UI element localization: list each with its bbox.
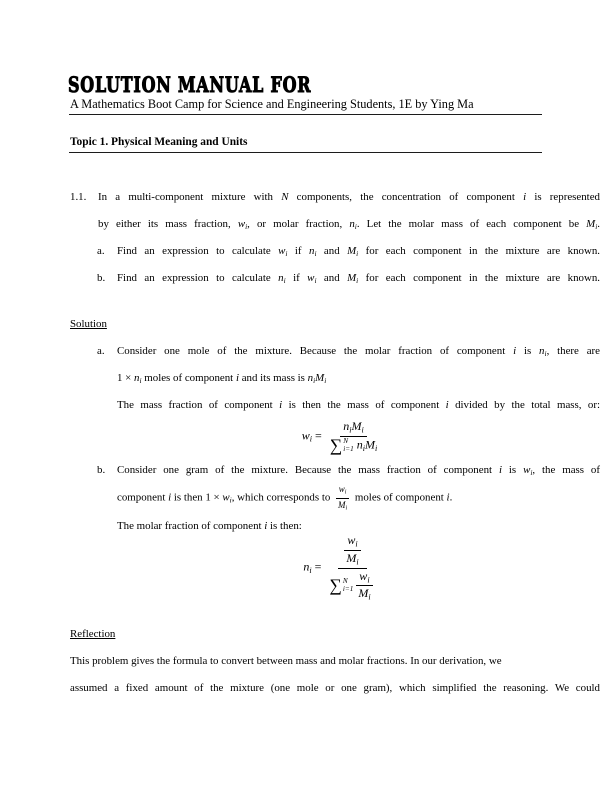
solution-part-a: [70, 338, 600, 419]
formula-mass-fraction: [70, 415, 600, 459]
reflection-section: [70, 621, 600, 648]
document-subtitle: A Mathematics Boot Camp for Science and Engineering Students, 1E by Ying Ma: [70, 97, 474, 111]
fraction: $\frac{wi}{Mi}$: [355, 570, 373, 602]
formula-molar-fraction-math: ni = $\frac{wi}{Mi}$ ∑ N i=1 $\frac{wi}{Mi}$: [303, 534, 380, 602]
solution-part-b: [70, 457, 600, 540]
solution-section: [70, 311, 600, 338]
topic-rule: [69, 152, 542, 153]
problem-item-b: [70, 265, 600, 292]
item-text-b: Find an expression to calculate ni if wi and Mi for each component in the mixture are known.: [117, 272, 601, 286]
reflection-line-2: assumed a fixed amount of the mixture (one mole or one gram), which simplified the reasoning. We could: [70, 682, 600, 694]
summation: ∑ N i=1: [329, 435, 354, 455]
fraction: [326, 534, 378, 602]
document-title: SOLUTION MANUAL FOR: [68, 72, 312, 97]
item-label-b: b.: [97, 272, 106, 284]
solution-b-line-2: component i is then 1 × wi, which corresponds to $\frac{wi}{Mi}$ moles of component i.: [117, 484, 453, 512]
reflection-heading: Reflection: [70, 628, 116, 640]
solution-b-line-3: The molar fraction of component i is then:: [117, 520, 302, 532]
problem-statement-line-2: by either its mass fraction, wi, or molar fraction, ni. Let the molar mass of each component be Mi.: [98, 218, 600, 232]
solution-a-line-1: [70, 338, 600, 365]
fraction: $\frac{wi}{Mi}$: [343, 534, 361, 566]
reflection-line-1: This problem gives the formula to convert between mass and molar fractions. In our derivation, we: [70, 655, 502, 667]
summation: ∑ N i=1: [329, 574, 354, 595]
formula-molar-fraction: [70, 533, 600, 602]
solution-b-line-1: [70, 457, 600, 484]
fraction: $\frac{wi}{Mi}$: [335, 484, 350, 512]
fraction: niMi ∑ N i=1 niMi: [329, 419, 378, 455]
formula-mass-fraction-math: wi = niMi ∑ N i=1 niMi: [302, 420, 383, 453]
problem-line-text: In a multi-component mixture with N components, the concentration of component i is represented: [98, 191, 600, 203]
reflection-text: [70, 648, 600, 702]
topic-heading: Topic 1. Physical Meaning and Units: [70, 136, 248, 148]
problem-statement: [70, 184, 600, 292]
solution-a-text-1: Consider one mole of the mixture. Because the molar fraction of component i is ni, there are: [117, 345, 601, 359]
subtitle-rule: [69, 114, 542, 115]
solution-a-label: a.: [97, 345, 105, 357]
solution-a-line-3: The mass fraction of component i is then the mass of component i divided by the total mass, or:: [117, 399, 600, 411]
solution-b-label: b.: [97, 464, 106, 476]
solution-a-line-2: 1 × ni moles of component i and its mass is niMi: [117, 372, 327, 386]
problem-statement-line-1: [70, 184, 600, 211]
solution-heading: Solution: [70, 318, 107, 330]
problem-number: 1.1.: [70, 191, 87, 203]
item-label-a: a.: [97, 245, 105, 257]
solution-b-text-1: Consider one gram of the mixture. Because the mass fraction of component i is wi, the mass of: [117, 464, 600, 478]
problem-item-a: [70, 238, 600, 265]
item-text-a: Find an expression to calculate wi if ni and Mi for each component in the mixture are known.: [117, 245, 601, 259]
